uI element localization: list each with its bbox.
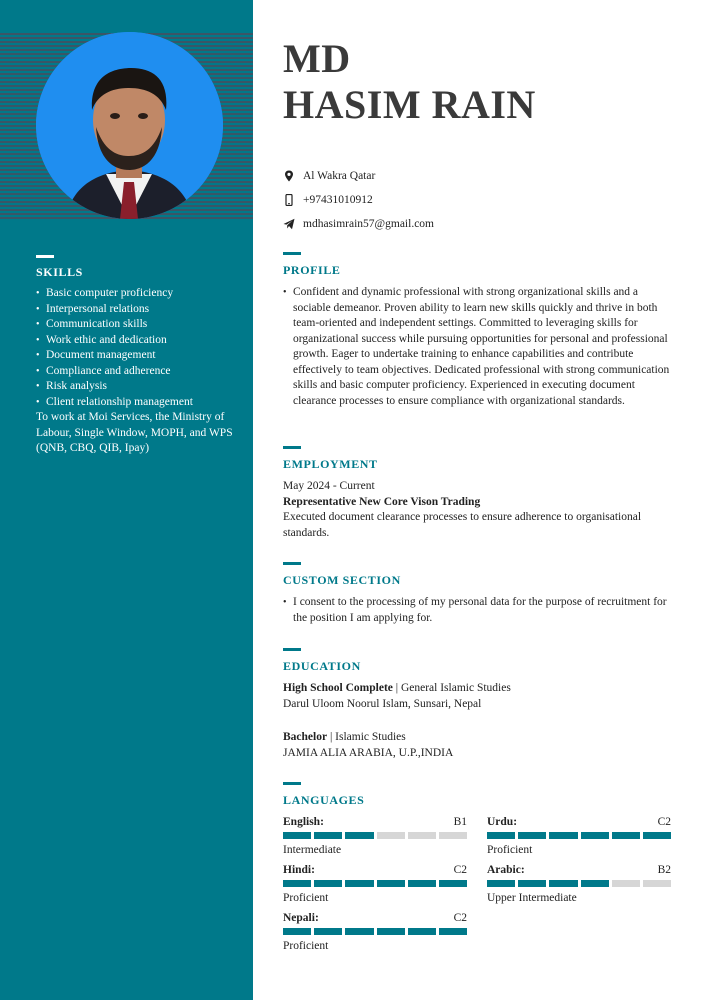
level-segment [377,832,405,839]
language-level-bar [487,880,671,887]
section-divider [36,255,54,258]
skill-item: • Communication skills [36,317,236,333]
skill-item: • Basic computer proficiency [36,286,236,302]
level-segment [612,880,640,887]
education-school: Darul Uloom Noorul Islam, Sunsari, Nepal [283,697,482,710]
level-segment [643,880,671,887]
section-divider [283,446,301,449]
employment-dates: May 2024 - Current [283,480,375,492]
phone-icon [283,194,295,206]
skill-item: • Risk analysis [36,379,236,395]
education-field: Islamic Studies [335,731,406,743]
contact-email [283,212,434,236]
paper-plane-icon [283,218,295,230]
level-segment [408,832,436,839]
profile-title: PROFILE [283,263,341,277]
level-segment [612,832,640,839]
level-segment [283,832,311,839]
contact-location [283,164,434,188]
level-segment [643,832,671,839]
level-segment [283,928,311,935]
education-degree: Bachelor [283,731,328,743]
education-field: General Islamic Studies [400,682,511,694]
section-divider [283,648,301,651]
contact-phone [283,188,434,212]
level-segment [439,928,467,935]
language-level: Intermediate [283,844,342,856]
level-segment [549,880,577,887]
language-name: Arabic: [487,864,525,876]
level-segment [518,880,546,887]
sidebar [0,0,253,1000]
contact-info [283,164,434,236]
education-degree: High School Complete [283,682,393,694]
level-segment [439,880,467,887]
language-item [487,815,671,857]
language-level-bar [487,832,671,839]
languages-grid [283,815,673,953]
section-divider [283,252,301,255]
level-segment [345,880,373,887]
level-segment [314,832,342,839]
language-level: Proficient [283,940,329,952]
language-name: Urdu: [487,816,518,828]
name-line-2: HASIM RAIN [283,82,536,127]
section-divider [283,562,301,565]
level-segment [581,880,609,887]
level-segment [487,880,515,887]
languages-title: LANGUAGES [283,793,365,807]
languages-section [283,782,673,953]
level-segment [408,880,436,887]
language-level: Proficient [487,844,533,856]
education-separator: | [327,731,336,743]
level-segment [314,928,342,935]
education-separator: | [392,682,401,694]
level-segment [314,880,342,887]
language-level-bar [283,928,467,935]
level-segment [408,928,436,935]
location-text: Al Wakra Qatar [303,170,376,182]
skills-list [36,286,236,410]
employment-title: EMPLOYMENT [283,457,378,471]
email-text[interactable]: mdhasimrain57@gmail.com [303,218,434,230]
language-item [283,863,467,905]
skills-section [36,255,236,457]
skill-item: • Client relationship management [36,395,236,411]
level-segment [377,928,405,935]
language-code: B1 [453,816,467,828]
level-segment [345,832,373,839]
language-name: English: [283,816,324,828]
education-entry [283,730,673,761]
language-name: Nepali: [283,912,319,924]
language-item [283,815,467,857]
level-segment [581,832,609,839]
language-item [283,911,467,953]
level-segment [549,832,577,839]
skill-item: • Document management [36,348,236,364]
profile-section [283,252,673,409]
profile-photo [36,32,223,219]
language-code: C2 [453,864,467,876]
custom-text: • I consent to the processing of my personal data for the purpose of recruitment for the position I am applying for. [283,595,673,626]
level-segment [283,880,311,887]
level-segment [439,832,467,839]
phone-text[interactable]: +97431010912 [303,194,373,206]
skills-title: SKILLS [36,265,83,279]
language-level: Proficient [283,892,329,904]
language-level-bar [283,880,467,887]
employment-role: Representative New Core Vison Trading [283,495,481,508]
map-pin-icon [283,170,295,182]
education-school: JAMIA ALIA ARABIA, U.P.,INDIA [283,746,454,759]
education-title: EDUCATION [283,659,361,673]
language-code: C2 [453,912,467,924]
education-section [283,648,673,761]
section-divider [283,782,301,785]
language-level: Upper Intermediate [487,892,577,904]
language-code: B2 [657,864,671,876]
language-level-bar [283,832,467,839]
employment-description: Executed document clearance processes to ensure adherence to organisational standards. [283,511,642,539]
skill-item: • Interpersonal relations [36,302,236,318]
custom-title: CUSTOM SECTION [283,573,401,587]
avatar-portrait [36,32,223,219]
level-segment [518,832,546,839]
skill-item: • Work ethic and dedication [36,333,236,349]
level-segment [377,880,405,887]
skill-item: • Compliance and adherence [36,364,236,380]
level-segment [345,928,373,935]
skills-note: To work at Moi Services, the Ministry of Labour, Single Window, MOPH, and WPS (QNB, CBQ, QIB, Ipay) [36,411,233,454]
name-line-1: MD [283,36,351,81]
education-entry [283,681,673,712]
candidate-name [283,36,536,128]
profile-text: • Confident and dynamic professional with strong organizational skills and a sociable demeanor. Proven ability to learn new skills quickly and thrive in both team-oriented and independent settings. Committed to leveraging skills for organizational success while pursuing opportunities for personal and professional growth. Eager to undertake training to enhance capabilities and contribute effectively to team objectives. Dedicated professional with strong communication skills and basic computer proficiency. Experienced in executing document clearance processes to ensure compliance with organizational standards. [283,285,673,409]
language-item [487,863,671,905]
language-name: Hindi: [283,864,315,876]
employment-section [283,446,673,541]
language-code: C2 [657,816,671,828]
level-segment [487,832,515,839]
custom-section [283,562,673,626]
